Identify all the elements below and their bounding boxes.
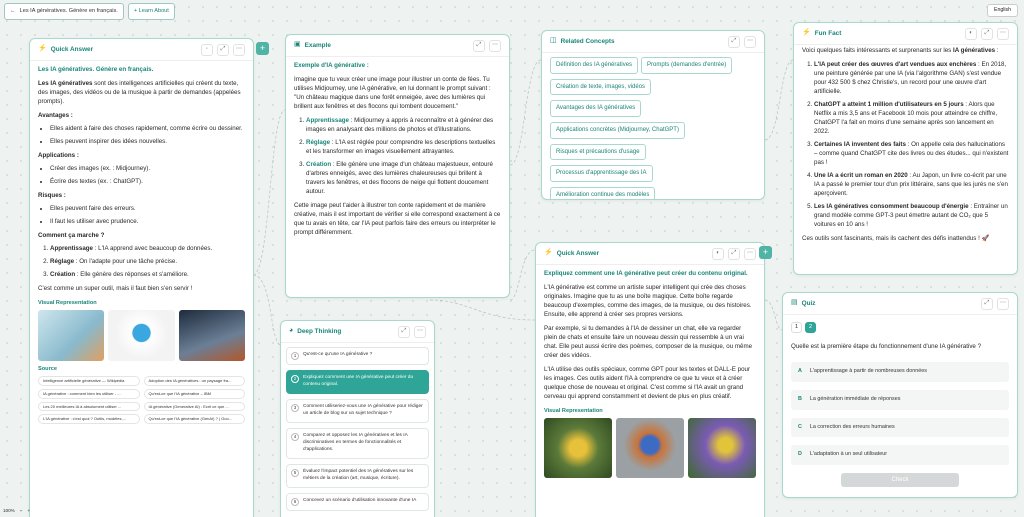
more-icon[interactable]: ⋯ [997,298,1009,310]
source-link[interactable]: Intelligence artificielle générative — Wikipédia [38,376,140,386]
zoom-out-button[interactable]: − [19,508,23,514]
quiz-option[interactable]: A L'apprentissage à partir de nombreuses données [791,362,1009,382]
intro-bold: Les IA génératives [38,79,93,87]
lightning-icon: ⚡ [802,29,811,37]
source-link[interactable]: Qu'est-ce que l'IA générative (GenAI) ? | Goo... [144,414,246,424]
image-strip [38,310,245,361]
concept-chip[interactable]: Risques et précautions d'usage [550,144,646,161]
list-item: 3. Création : Elle génère une image d'un château majestueux, entouré d'arbres enneigés, avec des lumières chaleureuses qui brillent à travers les fenêtres, et des flocons de neige qui flottent doucement autour. [306,161,501,197]
concept-chip[interactable]: Prompts (demandes d'entrée) [641,57,732,74]
answer-paragraph: L'IA utilise des outils spéciaux, comme GPT pour les textes et DALL-E pour les images. Ces outils aident l'IA à comprendre ce que tu veux et à créer quelque chose de nouveau et original. C'est comme si l'IA avait un grand cerveau qui apprend constamment et devient de plus en plus créatif. [544,365,751,400]
more-icon[interactable]: ⋯ [414,326,426,338]
top-bar [4,3,175,20]
topic-title: Les IA génératives. Génère en français. [19,8,118,15]
source-link[interactable]: IA générative (Generative AI) : Ecrit ce que ... [144,402,246,412]
quiz-card [782,292,1018,498]
concept-chip[interactable]: Création de texte, images, vidéos [550,79,651,96]
concepts-icon: ◫ [550,37,557,45]
quiz-option[interactable]: D L'adaptation à un seul utilisateur [791,445,1009,465]
list-item: 4. Une IA a écrit un roman en 2020 : Au Japon, un livre co-écrit par une IA a passé le premier tour d'un prix littéraire, sans que les jurés ne s'en aperçoivent. [814,172,1009,199]
pin-icon[interactable]: ◦ [201,44,213,56]
concept-chip[interactable]: Applications concrètes (Midjourney, ChatGPT) [550,122,685,139]
list-item: • Écrire des textes (ex. : ChatGPT). [50,178,245,187]
list-item: • Elles peuvent inspirer des idées nouvelles. [50,138,245,147]
list-item: 1. Apprentissage : L'IA apprend avec beaucoup de données. [50,245,245,254]
expand-icon[interactable]: ⤢ [398,326,410,338]
outro-text: C'est comme un super outil, mais il faut bien s'en servir ! [38,284,193,292]
quiz-step-active[interactable]: 2 [805,322,816,333]
card-title: Quick Answer [50,45,94,53]
card-title: Quiz [801,299,816,307]
back-arrow-icon: ← [10,8,16,15]
expand-icon[interactable]: ⤢ [728,36,740,48]
zoom-in-button[interactable]: + [27,508,31,514]
list-item: 2. Réglage : On l'adapte pour une tâche précise. [50,258,245,267]
list-item: 3. Création : Elle génère des réponses et s'améliore. [50,271,245,280]
list-item: • Elles aident à faire des choses rapidement, comme écrire ou dessiner. [50,125,245,134]
fun-fact-card: ⚡ Fun Fact ◐ ⤢ ⋯ Voici quelques faits intéressants et surprenants sur les IA génératives : 1. L'IA peut créer des œuvres d'art vendues aux enchères : En 2018, une peinture générée par une IA (via l'algorithme GAN) s'est vendue pour 432 500 $ chez Christie's, un record pour une œuvre d'art artificielle. 2. ChatGPT a atteint 1 million d'utilisateurs en 5 jours : Alors que Netflix a mis 3,5 ans et Facebook 10 mois pour atteindre ce chiffre, ChatGPT l'a fait en moins d'une semaine après son lancement en 2022. 3. Certaines IA inventent des faits : On appelle cela des hallucinations – comme quand ChatGPT cite des livres ou des études... qui n'existent pas ! 4. Une IA a écrit un roman en 2020 : Au Japon, un livre co-écrit par une IA a passé le premier tour d'un prix littéraire, sans que les jurés ne s'en aperçoivent. 5. Les IA génératives consomment beaucoup d'énergie : Entraîner un grand modèle comme GPT-3 peut émettre autant de CO₂ que 5 voitures en 10 ans ! Ces outils sont fascinants, mais ils cachent des défis inattendus ! 🚀 [793,22,1018,275]
add-node-button[interactable]: + [256,42,269,55]
source-link[interactable]: Qu'est-ce que l'IA générative – IBM [144,389,246,399]
city-image[interactable] [179,310,245,361]
source-link[interactable]: Adoption des IA génératives : un paysage fra... [144,376,246,386]
answer-heading: Les IA génératives. Génère en français. [38,66,154,73]
visual-heading: Visual Representation [544,407,603,414]
related-concepts-card [541,30,765,200]
card-title: Deep Thinking [297,327,342,335]
list-item: • Créer des images (ex. : Midjourney). [50,165,245,174]
risks-heading: Risques : [38,191,66,199]
deep-thinking-card [280,320,435,517]
list-item: 1. L'IA peut créer des œuvres d'art vendues aux enchères : En 2018, une peinture générée par une IA (via l'algorithme GAN) s'est vendue pour 432 500 $ chez Christie's, un record pour une œuvre d'art artificielle. [814,61,1009,97]
brain-icon: ◕ [289,327,294,335]
bluebird-image[interactable] [616,418,684,478]
question-item[interactable]: 6 Concevez un scénario d'utilisation innovante d'une IA [286,493,429,511]
answer-paragraph: L'IA générative est comme un artiste super intelligent qui crée des choses originales. Imagine que tu as une boîte magique. Cette boîte regarde beaucoup d'exemples, comme des images, de la musique, ou des histoires. Ensuite, elle apprend à créer ses propres versions. [544,283,752,318]
expand-icon[interactable]: ⤢ [981,28,993,40]
intro-text: sont des intelligences artificielles qui créent du texte, des images, des vidéos ou de la musique à partir de demandes (appelées prompts). [38,79,241,105]
quiz-icon: ▤ [791,299,798,307]
example-icon: ▣ [294,41,301,49]
expand-icon[interactable]: ⤢ [728,248,740,260]
concept-chip[interactable]: Avantages des IA génératives [550,100,641,117]
question-item-active[interactable]: 2 Expliquez comment une IA générative peut créer du contenu original. [286,370,429,394]
concept-chip[interactable]: Définition des IA génératives [550,57,638,74]
more-icon[interactable]: ⋯ [233,44,245,56]
concept-chip[interactable]: Amélioration continue des modèles [550,187,655,200]
source-link[interactable]: Les 20 meilleures IA à absolument utiliser ... [38,402,140,412]
quick-answer-card [29,38,254,517]
lightning-icon: ⚡ [544,249,553,257]
source-heading: Source [38,365,57,372]
list-item: 5. Les IA génératives consomment beaucoup d'énergie : Entraîner un grand modèle comme GPT-3 peut émettre autant de CO₂ que 5 voitures en 10 ans ! [814,203,1009,230]
robot-painting-image[interactable] [38,310,104,361]
quiz-option[interactable]: C La correction des erreurs humaines [791,418,1009,438]
fun-outro: Ces outils sont fascinants, mais ils cachent des défis inattendus ! 🚀 [802,234,990,242]
expand-icon[interactable]: ⤢ [981,298,993,310]
concept-chip[interactable]: Processus d'apprentissage des IA [550,165,653,182]
list-item: • Il faut les utiliser avec prudence. [50,218,245,227]
card-title: Fun Fact [814,29,842,37]
how-heading: Comment ça marche ? [38,231,105,239]
image-strip [544,418,756,478]
more-icon[interactable]: ⋯ [744,36,756,48]
flowers-bird-image[interactable] [688,418,756,478]
speaker-icon[interactable]: ◐ [965,28,977,40]
source-list [38,376,245,424]
expand-icon[interactable]: ⤢ [217,44,229,56]
card-title: Quick Answer [556,249,600,257]
quiz-option[interactable]: B La génération immédiate de réponses [791,390,1009,410]
quiz-step[interactable]: 1 [791,322,802,333]
source-link[interactable]: L'IA générative : c'est quoi ? Outils, modèles,... [38,414,140,424]
list-item: 2. Réglage : L'IA est réglée pour comprendre les descriptions textuelles et les transformer en images visuellement attrayantes. [306,139,501,157]
more-icon[interactable]: ⋯ [744,248,756,260]
lightning-icon: ⚡ [38,45,47,53]
visual-heading: Visual Representation [38,299,97,306]
more-icon[interactable]: ⋯ [489,40,501,52]
example-card [285,34,510,298]
answer-heading: Expliquez comment une IA générative peut créer du contenu original. [544,270,748,277]
source-link[interactable]: IA générative : comment bien les utiliser - ... [38,389,140,399]
example-heading: Exemple d'IA générative : [294,62,369,69]
quick-answer-card-2 [535,242,765,517]
applications-heading: Applications : [38,151,79,159]
card-title: Example [304,41,331,49]
question-item[interactable]: 5 Évaluez l'impact potentiel des IA génératives sur les métiers de la création (art, musique, écriture). [286,464,429,488]
learn-about-button[interactable]: + Learn About [128,3,175,20]
back-button[interactable] [4,3,124,20]
speaker-icon[interactable]: ◐ [712,248,724,260]
zoom-level: 100% [3,508,15,514]
expand-icon[interactable]: ⤢ [473,40,485,52]
fun-intro: Voici quelques faits intéressants et surprenants sur les [802,47,953,54]
more-icon[interactable]: ⋯ [997,28,1009,40]
zoom-controls [3,508,30,515]
example-paragraph: Imagine que tu veux créer une image pour illustrer un conte de fées. Tu utilises Midjourney, une IA générative, en lui donnant le prompt suivant : "Un château magique dans une forêt enneigée, avec des lumières qui brillent aux fenêtres et des flocons qui tombent doucement." [294,75,491,110]
question-item[interactable]: 4 Comparez et opposez les IA génératives et les IA discriminatives en termes de fonctionnalités et d'applications. [286,428,429,459]
language-select[interactable]: English [987,4,1018,17]
list-item: 3. Certaines IA inventent des faits : On appelle cela des hallucinations – comme quand ChatGPT cite des livres ou des études... qui n'existent pas ! [814,141,1009,168]
list-item: 2. ChatGPT a atteint 1 million d'utilisateurs en 5 jours : Alors que Netflix a mis 3,5 ans et Facebook 10 mois pour atteindre ce chiffre, ChatGPT l'a fait en moins d'une semaine après son lancement en 2022. [814,101,1009,137]
advantages-heading: Avantages : [38,111,73,119]
question-item[interactable]: 1 Qu'est-ce qu'une IA générative ? [286,347,429,365]
question-item[interactable]: 3 Comment utiliseriez-vous une IA générative pour rédiger un article de blog sur un sujet technique ? [286,399,429,423]
quiz-question: Quelle est la première étape du fonctionnement d'une IA générative ? [791,343,982,350]
add-node-button[interactable]: + [759,246,772,259]
example-paragraph: Cette image peut t'aider à illustrer ton conte rapidement et de manière créative, mais il est important de vérifier si elle correspond exactement à ce que tu avais en tête, car l'IA peut parfois faire des erreurs ou interpréter le prompt différemment. [294,201,501,236]
card-title: Related Concepts [560,37,615,45]
yellow-bird-image[interactable] [544,418,612,478]
robot-image[interactable] [108,310,174,361]
answer-paragraph: Par exemple, si tu demandes à l'IA de dessiner un chat, elle va regarder plein de chats et ensuite faire un nouveau dessin qui ressemble à un vrai chat. Elle peut aussi écrire des poèmes, composer de la musique, ou même créer des vidéos. [544,324,753,359]
check-button[interactable]: Check [841,473,959,487]
list-item: 1. Apprentissage : Midjourney a appris à reconnaître et à générer des images en analysant des millions de photos et d'illustrations. [306,117,501,135]
list-item: • Elles peuvent faire des erreurs. [50,205,245,214]
